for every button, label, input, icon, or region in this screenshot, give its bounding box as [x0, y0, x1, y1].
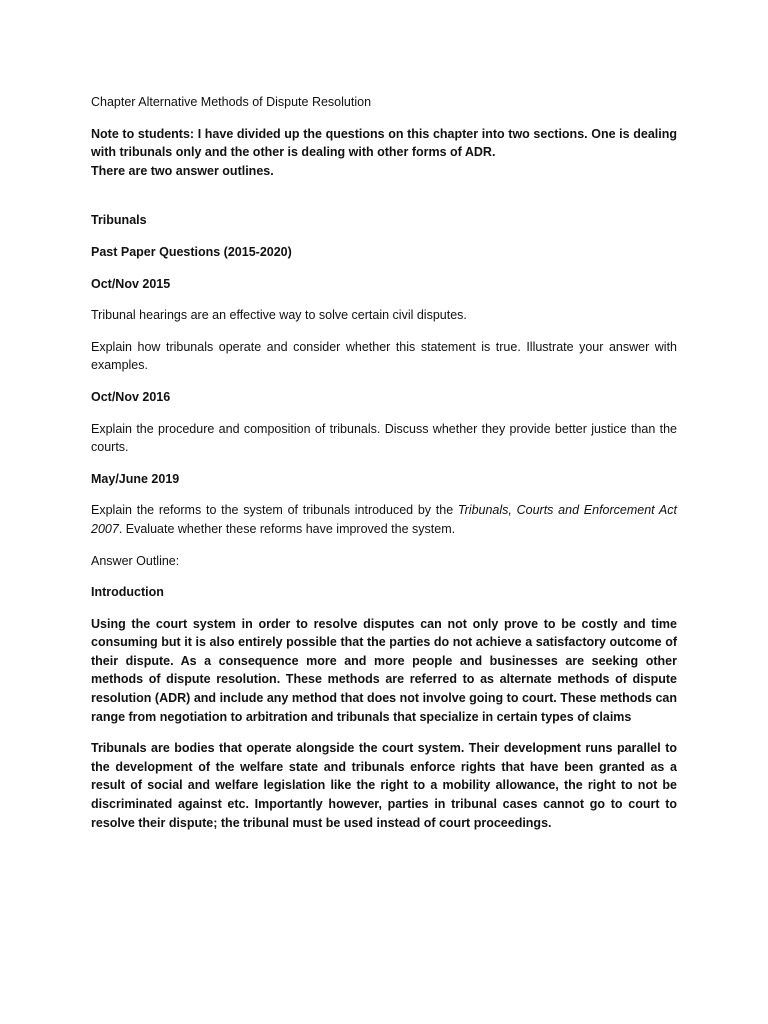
past-papers-heading: Past Paper Questions (2015-2020) [91, 244, 292, 259]
act-name: Tribunals, Courts and Enforcement Act 2007 [91, 503, 677, 536]
introduction-heading: Introduction [91, 585, 164, 600]
question-3-task-before: Explain the reforms to the system of tribunals introduced by the [91, 503, 458, 518]
question-3-session: May/June 2019 [91, 471, 180, 486]
note-line-2: There are two answer outlines. [91, 163, 274, 178]
document-page [91, 93, 677, 845]
chapter-title: Chapter Alternative Methods of Dispute Resolution [91, 95, 372, 109]
note-to-students [91, 125, 677, 181]
introduction-paragraph-1: Using the court system in order to resolve disputes can not only prove to be costly and time consuming but it is also entirely possible that the parties do not achieve a satisfactory outcome of their dispute. As a consequence more and more people and businesses are seeking other methods of dispute resolution. These methods are referred to as alternate methods of dispute resolution (ADR) and include any method that does not involve going to court. These methods can range from negotiation to arbitration and tribunals that specialize in certain types of claims [91, 616, 677, 724]
question-1-statement: Tribunal hearings are an effective way to solve certain civil disputes. [91, 308, 467, 323]
question-1-task: Explain how tribunals operate and consider whether this statement is true. Illustrate your answer with examples. [91, 339, 677, 373]
section-heading-tribunals: Tribunals [91, 213, 147, 228]
question-3-task [91, 501, 677, 538]
question-2-session: Oct/Nov 2016 [91, 389, 171, 404]
answer-outline-label: Answer Outline: [91, 553, 180, 568]
question-1-session: Oct/Nov 2015 [91, 276, 171, 291]
introduction-paragraph-2: Tribunals are bodies that operate alongside the court system. Their development runs parallel to the development of the welfare state and tribunals enforce rights that have been granted as a result of social and welfare legislation like the right to a mobility allowance, the right to not be discriminated against etc. Importantly however, parties in tribunal cases cannot go to court to resolve their dispute; the tribunal must be used instead of court proceedings. [91, 741, 677, 830]
question-3-task-after: . Evaluate whether these reforms have improved the system. [118, 521, 456, 536]
question-2-task: Explain the procedure and composition of tribunals. Discuss whether they provide better justice than the courts. [91, 421, 677, 455]
note-line: Note to students: I have divided up the questions on this chapter into two sections. One is dealing with tribunals only and the other is dealing with other forms of ADR. [91, 126, 677, 160]
